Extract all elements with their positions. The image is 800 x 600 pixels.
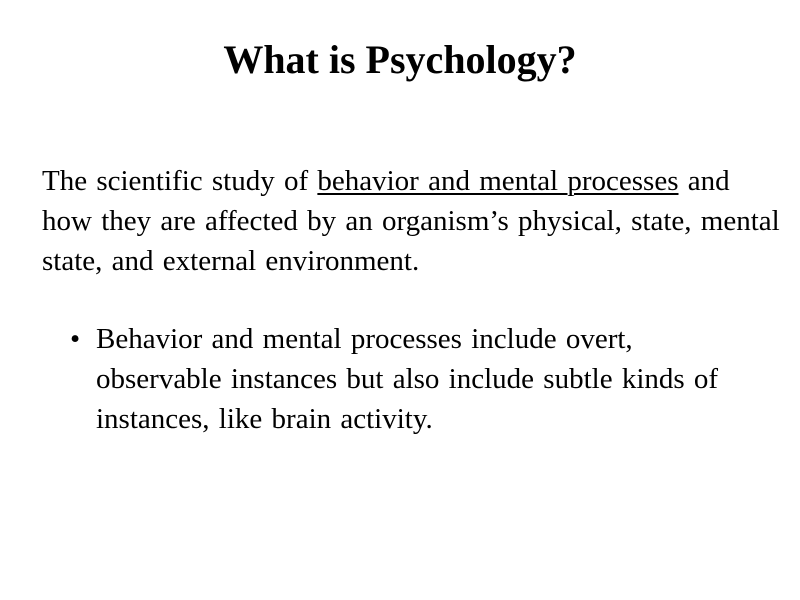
bullet-marker: •	[70, 323, 81, 355]
slide-title: What is Psychology?	[223, 37, 577, 82]
definition-underlined-term: behavior and mental processes	[317, 165, 679, 197]
bullet-item	[70, 319, 750, 439]
definition-paragraph	[42, 161, 782, 281]
bullet-text: Behavior and mental processes include overt, observable instances but also include subtle kinds of instances, like brain activity.	[96, 323, 719, 435]
bullet-list	[70, 319, 750, 439]
definition-text-start: The scientific study of	[42, 165, 318, 197]
definition-text-end: and how they are affected by an organism’s physical, state, mental state, and external environment.	[42, 165, 780, 277]
